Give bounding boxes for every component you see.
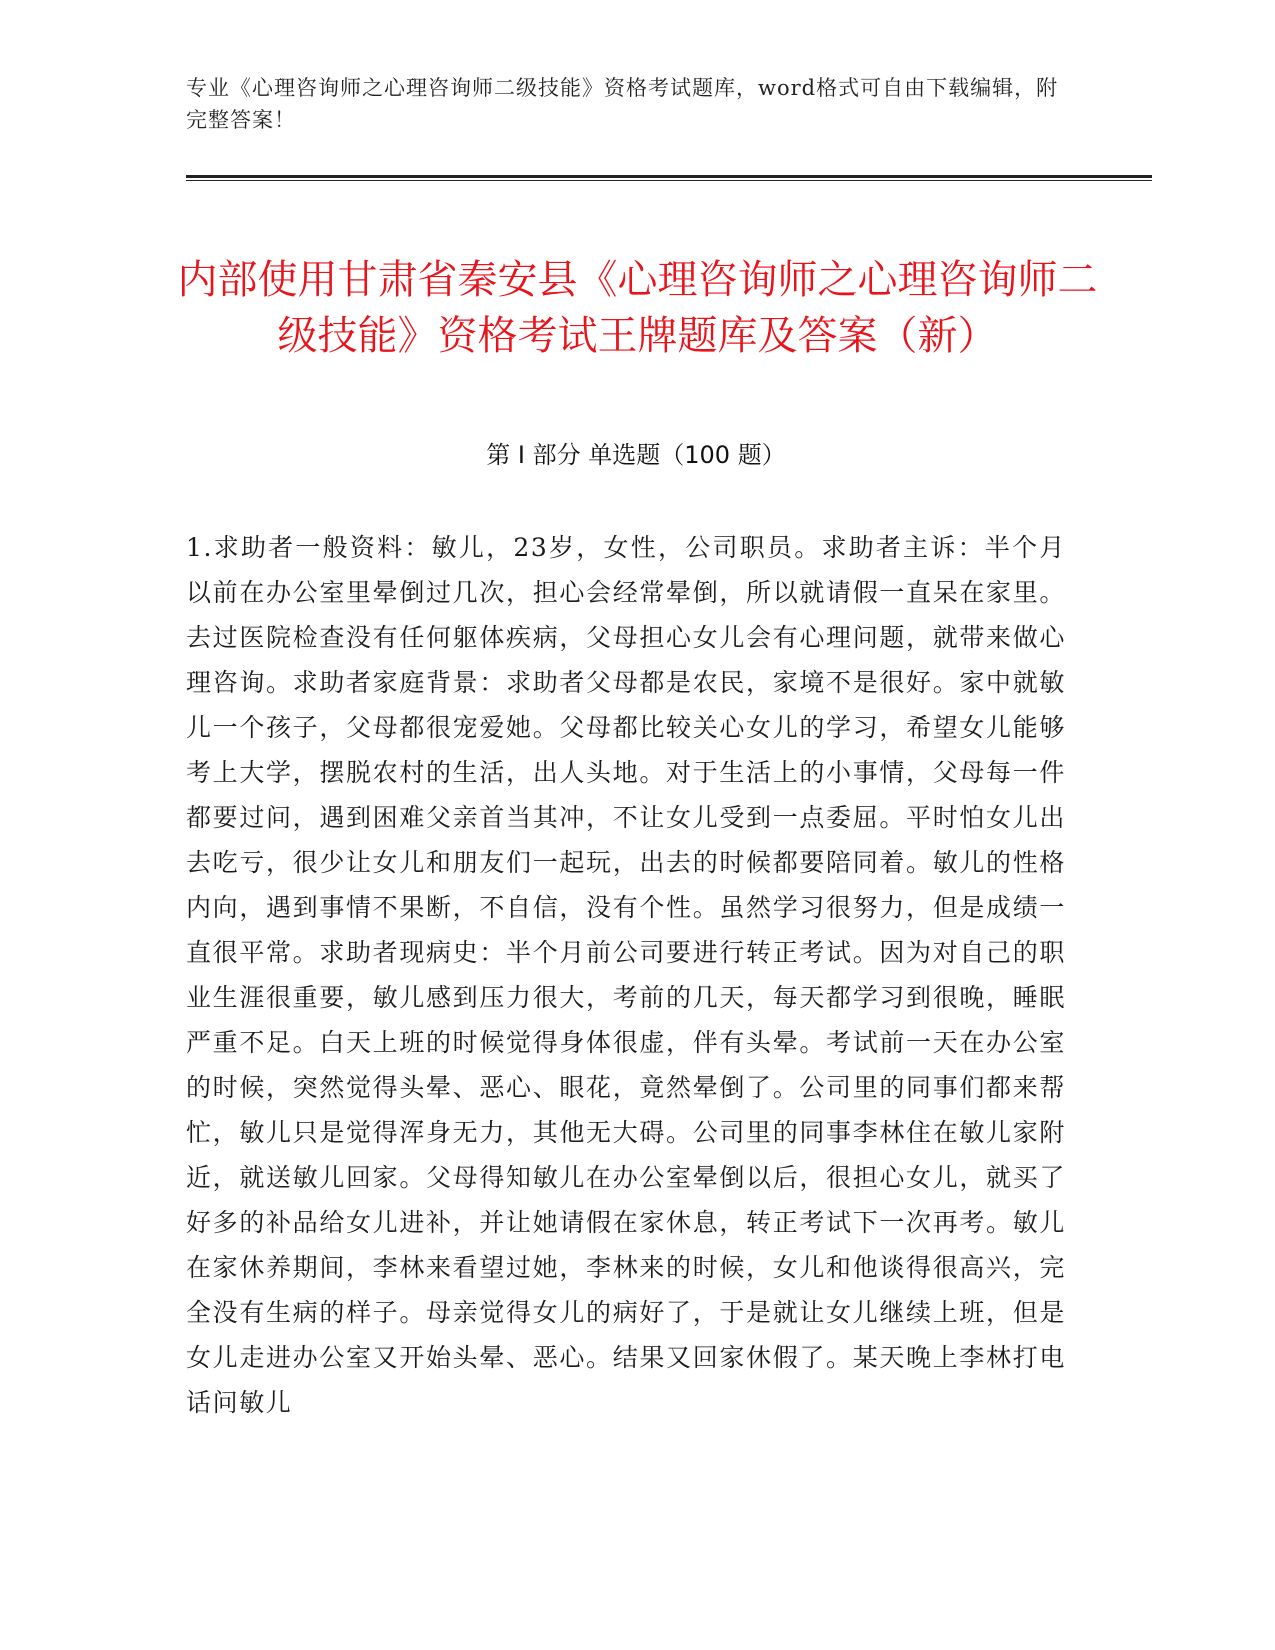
document-title: 内部使用甘肃省秦安县《心理咨询师之心理咨询师二级技能》资格考试王牌题库及答案（新） (177, 256, 1098, 359)
header-divider-thin (186, 180, 1152, 181)
header-note: 专业《心理咨询师之心理咨询师二级技能》资格考试题库，word格式可自由下载编辑，附完整答案！ (186, 76, 1059, 132)
section-heading: 第 I 部分 单选题（100 题） (486, 441, 786, 469)
header-divider-thick (186, 175, 1152, 178)
question-text: 1.求助者一般资料：敏儿，23岁，女性，公司职员。求助者主诉：半个月以前在办公室里晕倒过几次，担心会经常晕倒，所以就请假一直呆在家里。去过医院检查没有任何躯体疾病，父母担心女儿会有心理问题，就带来做心理咨询。求助者家庭背景：求助者父母都是农民，家境不是很好。家中就敏儿一个孩子，父母都很宠爱她。父母都比较关心女儿的学习，希望女儿能够考上大学，摆脱农村的生活，出人头地。对于生活上的小事情，父母每一件都要过问，遇到困难父亲首当其冲，不让女儿受到一点委屈。平时怕女儿出去吃亏，很少让女儿和朋友们一起玩，出去的时候都要陪同着。敏儿的性格内向，遇到事情不果断，不自信，没有个性。虽然学习很努力，但是成绩一直很平常。求助者现病史：半个月前公司要进行转正考试。因为对自己的职业生涯很重要，敏儿感到压力很大，考前的几天，每天都学习到很晚，睡眠严重不足。白天上班的时候觉得身体很虚，伴有头晕。考试前一天在办公室的时候，突然觉得头晕、恶心、眼花，竟然晕倒了。公司里的同事们都来帮忙，敏儿只是觉得浑身无力，其他无大碍。公司里的同事李林住在敏儿家附近，就送敏儿回家。父母得知敏儿在办公室晕倒以后，很担心女儿，就买了好多的补品给女儿进补，并让她请假在家休息，转正考试下一次再考。敏儿在家休养期间，李林来看望过她，李林来的时候，女儿和他谈得很高兴，完全没有生病的样子。母亲觉得女儿的病好了，于是就让女儿继续上班，但是女儿走进办公室又开始头晕、恶心。结果又回家休假了。某天晚上李林打电话问敏儿 (186, 533, 1066, 1417)
